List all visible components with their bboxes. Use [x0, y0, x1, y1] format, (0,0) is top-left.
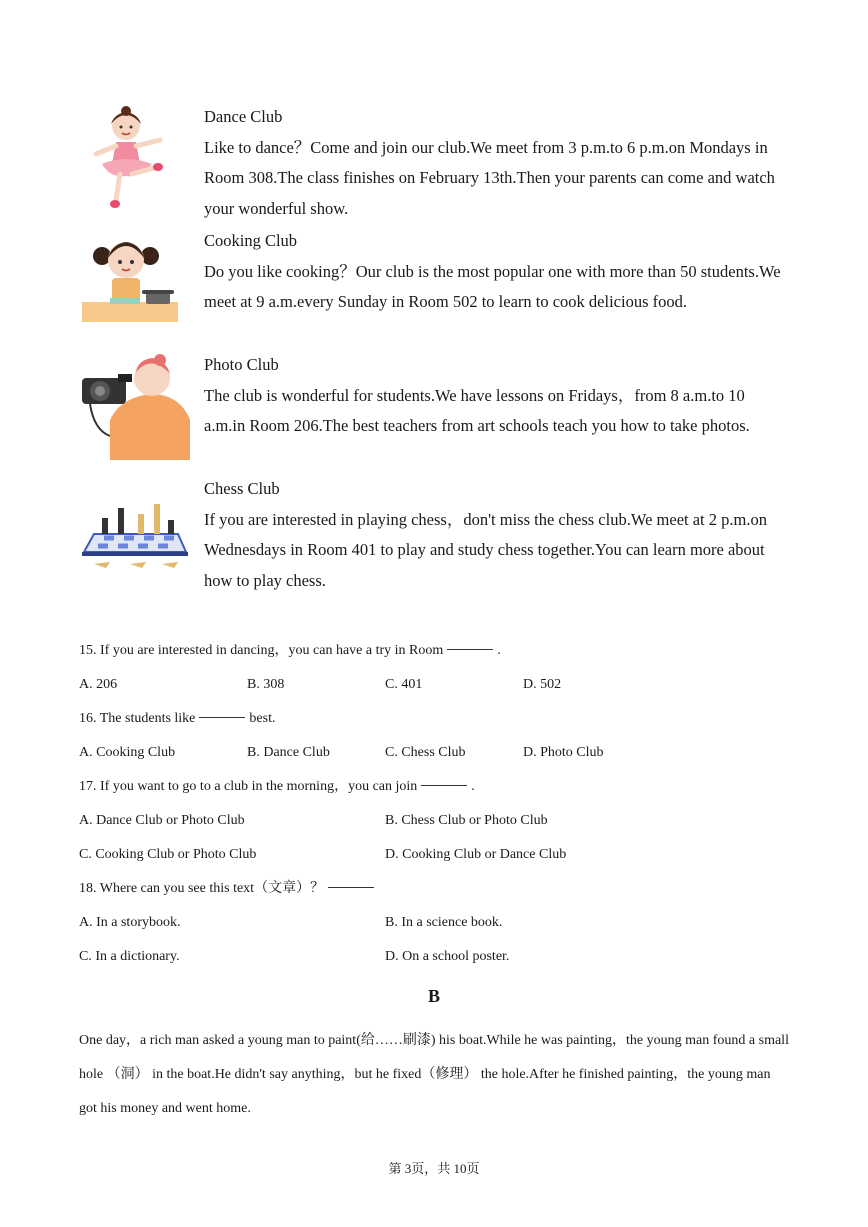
option-c[interactable]: C. Chess Club — [385, 745, 466, 760]
photographer-icon — [80, 350, 192, 462]
option-a[interactable]: A. 206 — [79, 677, 118, 692]
option-b[interactable]: B. Chess Club or Photo Club — [385, 813, 548, 828]
reading-passage: One day，a rich man asked a young man to paint(给……刷漆) his boat.While he was painting，the young man found a small hole （洞） in the boat.He didn't say anything，but he fixed（修理） the hole.After he finished painting，the young man got his money and went home. — [79, 1033, 789, 1116]
club-title: Chess Club — [204, 479, 280, 498]
option-b[interactable]: B. 308 — [247, 677, 285, 692]
club-description: The club is wonderful for students.We have lessons on Fridays，from 8 a.m.to 10 a.m.in Room 206.The best teachers from art schools teach you how to take photos. — [204, 385, 750, 435]
option-d[interactable]: D. Cooking Club or Dance Club — [385, 847, 567, 862]
cooking-girl-icon — [80, 226, 192, 338]
option-d[interactable]: D. 502 — [523, 677, 562, 692]
club-title: Cooking Club — [204, 231, 298, 250]
answer-blank — [421, 785, 467, 786]
chessboard-icon — [80, 474, 192, 586]
option-b[interactable]: B. In a science book. — [385, 915, 503, 930]
club-description: Do you like cooking？Our club is the most popular one with more than 50 students.We meet at 9 a.m.every Sunday in Room 502 to learn to cook delicious food. — [204, 261, 781, 311]
question-18: 18. Where can you see this text（文章）？ — [79, 879, 378, 899]
question-15: 15. If you are interested in dancing，you can have a try in Room . — [79, 643, 501, 658]
option-c[interactable]: C. Cooking Club or Photo Club — [79, 847, 257, 862]
section-heading: B — [427, 986, 440, 1006]
option-a[interactable]: A. Dance Club or Photo Club — [79, 813, 245, 828]
question-17: 17. If you want to go to a club in the morning，you can join . — [79, 779, 475, 794]
option-d[interactable]: D. Photo Club — [523, 745, 604, 760]
option-a[interactable]: A. Cooking Club — [79, 745, 176, 760]
dancer-icon — [80, 102, 192, 214]
option-b[interactable]: B. Dance Club — [247, 745, 330, 760]
option-c[interactable]: C. In a dictionary. — [79, 949, 180, 964]
club-description: Like to dance？Come and join our club.We meet from 3 p.m.to 6 p.m.on Mondays in Room 308.The class finishes on February 13th.Then your parents can come and watch your wonderful show. — [204, 137, 775, 218]
club-description: If you are interested in playing chess，don't miss the chess club.We meet at 2 p.m.on Wednesdays in Room 401 to play and study chess together.You can learn more about how to play chess. — [204, 509, 767, 590]
club-title: Photo Club — [204, 355, 279, 374]
answer-blank — [447, 649, 493, 650]
option-a[interactable]: A. In a storybook. — [79, 915, 181, 930]
answer-blank — [199, 717, 245, 718]
answer-blank — [328, 887, 374, 888]
question-16: 16. The students like best. — [79, 711, 276, 726]
option-c[interactable]: C. 401 — [385, 677, 423, 692]
club-title: Dance Club — [204, 107, 283, 126]
option-d[interactable]: D. On a school poster. — [385, 949, 510, 964]
page-footer: 第 3页，共 10页 — [388, 1161, 480, 1176]
